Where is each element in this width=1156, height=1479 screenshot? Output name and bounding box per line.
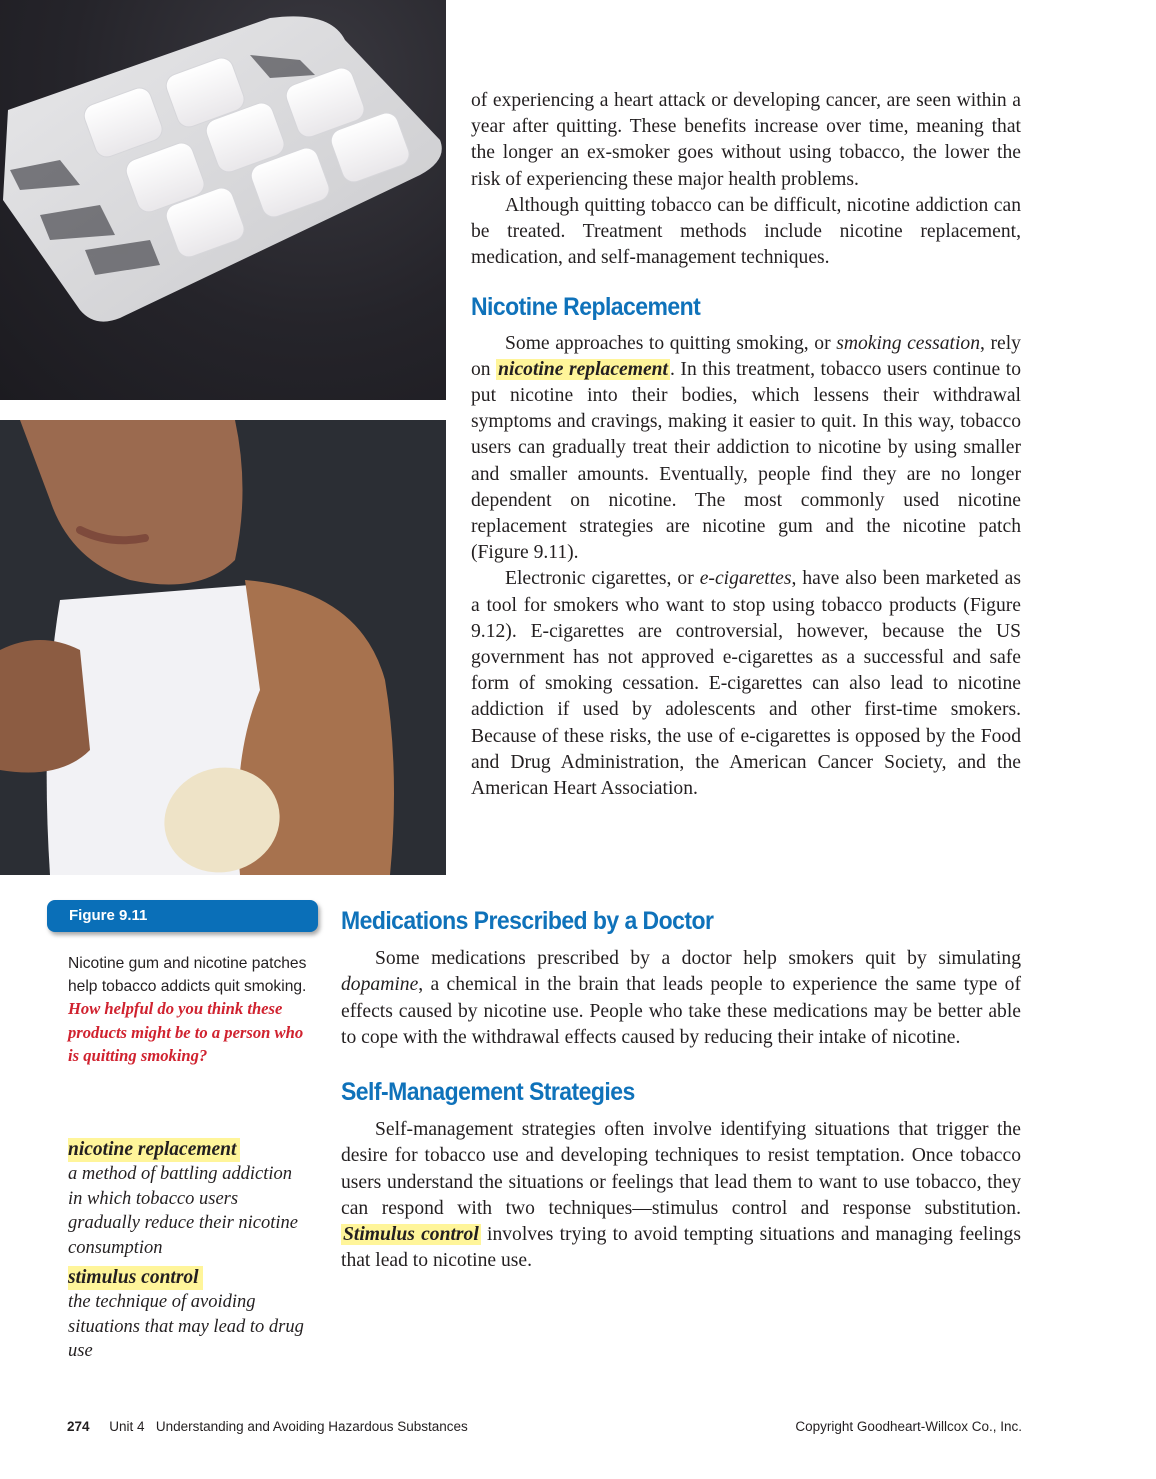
nicotine-gum-photo	[0, 0, 446, 400]
paragraph-health-benefits: of experiencing a heart attack or developing cancer, are seen within a year after quitting. These benefits increase over time, meaning that the longer an ex-smoker goes without using tobacco, the lower the risk of experiencing these major health problems.	[471, 90, 1021, 190]
paragraph-medications	[341, 946, 1021, 1051]
page-number: 274	[67, 1419, 90, 1434]
text-run: Self-management strategies often involve identifying situations that trigger the desire for tobacco use and developing techniques to resist temptation. Once tobacco users understand the situations or feelings that lead them to want to use tobacco, they can respond with two techniques—stimulus control and response substitution.	[341, 1119, 1021, 1219]
emphasis-smoking-cessation: smoking cessation	[836, 332, 981, 354]
lower-text-column	[341, 908, 1021, 1274]
nicotine-patch-photo	[0, 420, 446, 875]
text-run: . In this treatment, tobacco users continue to put nicotine into their bodies, which lessens their withdrawal symptoms and cravings, making it easier to quit. In this way, tobacco users can gradually treat their addiction to nicotine by using smaller and smaller amounts. Eventually, people find they are no longer dependent on nicotine. The most commonly used nicotine replacement strategies are nicotine gum and the nicotine patch (Figure 9.11).	[471, 358, 1021, 564]
glossary-term: stimulus control	[68, 1266, 203, 1290]
figure-label: Figure 9.11	[47, 900, 318, 932]
figure-caption	[68, 953, 308, 1069]
highlighted-term-nicotine-replacement[interactable]: nicotine replacement	[498, 358, 668, 380]
glossary-sidebar	[68, 1138, 308, 1370]
glossary-entry	[68, 1266, 308, 1364]
patch-on-arm-illustration	[0, 420, 446, 875]
glossary-definition: a method of battling addiction in which tobacco users gradually reduce their nicotine consumption	[68, 1164, 298, 1258]
heading-medications: Medications Prescribed by a Doctor	[341, 907, 714, 935]
highlighted-term-stimulus-control[interactable]: Stimulus control	[343, 1224, 479, 1246]
caption-question: How helpful do you think these products might be to a person who is quitting smoking?	[68, 999, 304, 1066]
copyright-notice: Copyright Goodheart-Willcox Co., Inc.	[795, 1419, 1022, 1434]
caption-text: Nicotine gum and nicotine patches help tobacco addicts quit smoking.	[68, 955, 307, 995]
text-run: , a chemical in the brain that leads people to experience the same type of effects caused by nicotine use. People who take these medications may be better able to cope with the withdrawal effects caused by reducing their intake of nicotine.	[341, 974, 1021, 1048]
upper-text-column	[471, 88, 1021, 802]
emphasis-dopamine: dopamine	[341, 974, 419, 996]
paragraph-self-management	[341, 1117, 1021, 1274]
paragraph-treatment-methods: Although quitting tobacco can be difficult, nicotine addiction can be treated. Treatment methods include nicotine replacement, medication, and self-management techniques.	[471, 194, 1021, 269]
page-footer	[67, 1419, 1022, 1434]
text-run: Some medications prescribed by a doctor help smokers quit by simulating	[375, 948, 1021, 970]
paragraph-e-cigarettes	[471, 566, 1021, 802]
gum-blister-pack-illustration	[0, 0, 446, 400]
heading-nicotine-replacement: Nicotine Replacement	[471, 293, 701, 322]
text-run: involves trying to avoid tempting situations and managing feelings that lead to nicotine use.	[341, 1224, 1021, 1272]
glossary-entry	[68, 1138, 308, 1260]
emphasis-e-cigarettes: e-cigarettes	[699, 568, 792, 590]
heading-self-management: Self-Management Strategies	[341, 1078, 635, 1107]
text-run: Electronic cigarettes, or	[505, 568, 700, 590]
unit-title: Unit 4 Understanding and Avoiding Hazardous Substances	[109, 1419, 468, 1434]
glossary-definition: the technique of avoiding situations that may lead to drug use	[68, 1292, 304, 1361]
glossary-term: nicotine replacement	[68, 1138, 240, 1162]
text-run: , have also been marketed as a tool for smokers who want to stop using tobacco products (Figure 9.12). E-cigarettes are controversial, however, because the US government has not approved e-cigarettes as a successful and safe form of smoking cessation. E-cigarettes can also lead to nicotine addiction if used by adolescents and other first-time smokers. Because of these risks, the use of e-cigarettes is opposed by the Food and Drug Administration, the American Cancer Society, and the American Heart Association.	[471, 568, 1021, 800]
text-run: , rely on	[471, 332, 1021, 380]
paragraph-nicotine-replacement	[471, 331, 1021, 567]
text-run: Some approaches to quitting smoking, or	[505, 332, 837, 354]
